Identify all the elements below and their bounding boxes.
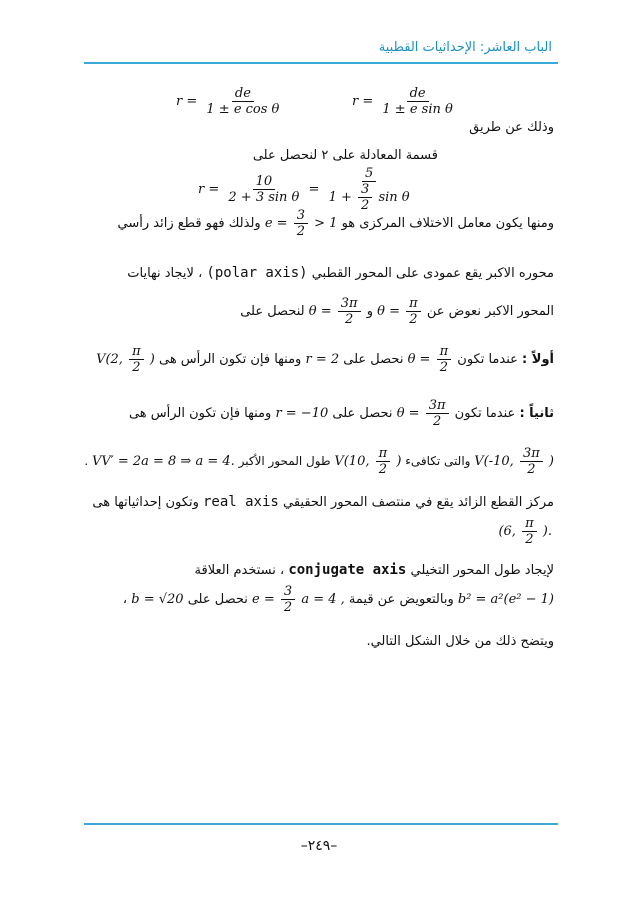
formula-main-equals: = — [308, 182, 320, 197]
formula-cos — [176, 86, 284, 117]
line5-m2-den: 2 — [345, 312, 354, 327]
formula-main-lhs: r = — [198, 182, 220, 197]
line8-v2-fraction — [376, 446, 391, 477]
line7-r-value: r = −10 — [275, 406, 329, 421]
line7-text-b: نحصل على — [332, 406, 393, 421]
line12-e-den: 2 — [283, 600, 293, 615]
line7-math — [397, 398, 451, 429]
line7-fraction — [426, 398, 449, 429]
line12-text-b: نحصل على — [187, 592, 248, 607]
line6-text-c: ومنها فإن تكون الرأس هى — [158, 352, 302, 367]
line12-e-fraction — [281, 584, 295, 615]
text-line-2: قسمة المعادلة على ٢ لنحصل على — [252, 148, 438, 163]
line5-math-1 — [377, 296, 423, 327]
line8-end: . — [84, 454, 89, 468]
line6-v-num: π — [129, 344, 144, 360]
text-line-12 — [123, 584, 554, 615]
text-line-10 — [498, 516, 552, 547]
line12-text-a: وبالتعويض عن قيمة — [348, 592, 454, 607]
line5-m1-num: π — [406, 296, 421, 312]
line8-v2-num: π — [376, 446, 391, 462]
line7-text-c: ومنها فإن تكون الرأس هى — [128, 406, 272, 421]
line6-math — [408, 344, 454, 375]
line5-m1-den: 2 — [409, 312, 418, 327]
formula-main-fraction-1 — [225, 174, 302, 205]
line7-text-a: عندما تكون — [454, 406, 516, 421]
line6-v-den: 2 — [132, 360, 141, 375]
den2-suffix: sin θ — [378, 190, 410, 205]
formula-sin — [352, 86, 458, 117]
text-line-4 — [127, 265, 554, 281]
line5-and: و — [366, 304, 374, 319]
line3-text-a: ومنها يكون معامل الاختلاف المركزى هو — [341, 216, 554, 231]
line6-m-pre: θ = — [407, 352, 431, 367]
line12-relation: b² = a²(e² − 1) — [457, 592, 554, 607]
text-line-7 — [129, 398, 554, 429]
line5-math-2 — [309, 296, 363, 327]
line3-math — [265, 208, 338, 239]
line10-post: ). — [542, 524, 552, 539]
line9-text-a: مركز القطع الزائد يقع في منتصف المحور الحقيقي — [282, 495, 554, 510]
text-line-1: وذلك عن طريق — [469, 120, 554, 135]
line9-real-axis: real axis — [202, 494, 279, 510]
den2-inner-den: 2 — [361, 198, 370, 213]
page-number: –٢٤٩– — [300, 838, 338, 854]
line12-e-num: 3 — [281, 584, 295, 600]
line12-end: ، — [122, 592, 128, 607]
formula-sin-fraction — [379, 86, 455, 117]
line11-text-b: ، نستخدم العلاقة — [194, 563, 285, 578]
line4-polar-axis: (polar axis) — [206, 265, 308, 281]
formula-main — [198, 166, 415, 213]
line3-num: 3 — [294, 208, 308, 224]
formula-sin-numerator: de — [407, 86, 429, 102]
line8-v2-post: ) — [396, 454, 402, 469]
formula-sin-lhs: r = — [352, 94, 374, 109]
formula-sin-denominator: 1 ± e sin θ — [382, 102, 453, 117]
header-divider — [84, 62, 558, 64]
line10-pre: (6, — [498, 524, 516, 539]
line6-v-fraction — [129, 344, 144, 375]
den2-inner-num: 3 — [358, 182, 372, 198]
formula-main-numerator-2: 5 — [362, 166, 376, 182]
line12-e-pre: e = — [252, 592, 275, 607]
line10-den: 2 — [525, 532, 534, 547]
formula-cos-lhs: r = — [176, 94, 198, 109]
line12-b-value: b = √20 — [131, 592, 184, 607]
line5-m1-pre: θ = — [377, 304, 401, 319]
line5-m2-num: 3π — [338, 296, 361, 312]
line8-v2-pre: V(10, — [334, 454, 370, 469]
line5-text-a: المحور الاكبر نعوض عن — [426, 304, 554, 319]
line5-text-b: لنحصل على — [240, 304, 305, 319]
line8-major-axis: VV′ = 2a = 8 ⇒ a = 4. — [91, 454, 235, 469]
text-line-11 — [195, 562, 554, 578]
line8-text-b: طول المحور الأكبر — [238, 454, 331, 468]
line6-label: أولاً : — [522, 352, 554, 367]
line4-text-a: محوره الاكبر يقع عمودى على المحور القطبي — [311, 266, 554, 281]
line6-v-pre: V(2, — [96, 352, 123, 367]
line6-r-value: r = 2 — [305, 352, 340, 367]
line7-den: 2 — [432, 414, 442, 429]
text-line-6 — [96, 344, 554, 375]
line12-a-value: a = 4 , — [301, 592, 345, 607]
line6-num: π — [437, 344, 452, 360]
line6-fraction — [437, 344, 452, 375]
line6-text-b: نحصل على — [343, 352, 404, 367]
line9-text-b: وتكون إحداثياتها هى — [92, 495, 199, 510]
line8-v1-fraction — [520, 446, 543, 477]
line3-text-b: ولذلك فهو قطع زائد رأسي — [117, 216, 261, 231]
formula-main-numerator-1: 10 — [253, 174, 276, 190]
line6-text-a: عندما تكون — [457, 352, 518, 367]
line3-den: 2 — [296, 224, 305, 239]
line8-v1-den: 2 — [527, 462, 536, 477]
line8-v1-post: ) — [548, 454, 554, 469]
line5-m1-fraction — [406, 296, 421, 327]
line11-text-a: لإيجاد طول المحور التخيلي — [410, 563, 554, 578]
line6-den: 2 — [439, 360, 448, 375]
line10-fraction — [522, 516, 537, 547]
text-line-5 — [240, 296, 554, 327]
line8-vertex-1 — [474, 446, 554, 477]
line7-label: ثانياً : — [519, 406, 554, 421]
line12-values — [252, 584, 345, 615]
line7-m-pre: θ = — [396, 406, 420, 421]
line4-text-b: ، لايجاد نهايات — [127, 266, 203, 281]
line3-math-pre: e = — [264, 216, 288, 231]
text-line-13: ويتضح ذلك من خلال الشكل التالي. — [366, 634, 554, 649]
line8-v1-num: 3π — [520, 446, 543, 462]
line5-m2-fraction — [338, 296, 361, 327]
text-line-9 — [92, 494, 554, 510]
line10-num: π — [522, 516, 537, 532]
line10-center — [498, 516, 552, 547]
line8-v1-pre: V(-10, — [474, 454, 514, 469]
line6-v-post: ) — [149, 352, 155, 367]
formula-cos-fraction — [203, 86, 282, 117]
line3-fraction — [294, 208, 308, 239]
line8-vertex-2 — [334, 446, 401, 477]
text-line-8 — [84, 446, 554, 477]
line5-m2-pre: θ = — [308, 304, 332, 319]
line8-text-a: والتى تكافىء — [405, 454, 471, 468]
line3-math-post: > 1 — [314, 216, 338, 231]
formula-main-denominator-1: 2 + 3 sin θ — [228, 190, 300, 205]
line11-conjugate-axis: conjugate axis — [288, 562, 407, 578]
line6-vertex — [96, 344, 155, 375]
text-line-3 — [118, 208, 554, 239]
formula-cos-denominator: 1 ± e cos θ — [206, 102, 280, 117]
formula-cos-numerator: de — [232, 86, 254, 102]
chapter-header: الباب العاشر: الإحداثيات القطبية — [378, 40, 552, 55]
formula-main-fraction-2 — [326, 166, 413, 213]
footer-divider — [84, 823, 558, 825]
line7-num: 3π — [426, 398, 449, 414]
line8-v2-den: 2 — [378, 462, 388, 477]
den2-prefix: 1 + — [328, 190, 352, 205]
